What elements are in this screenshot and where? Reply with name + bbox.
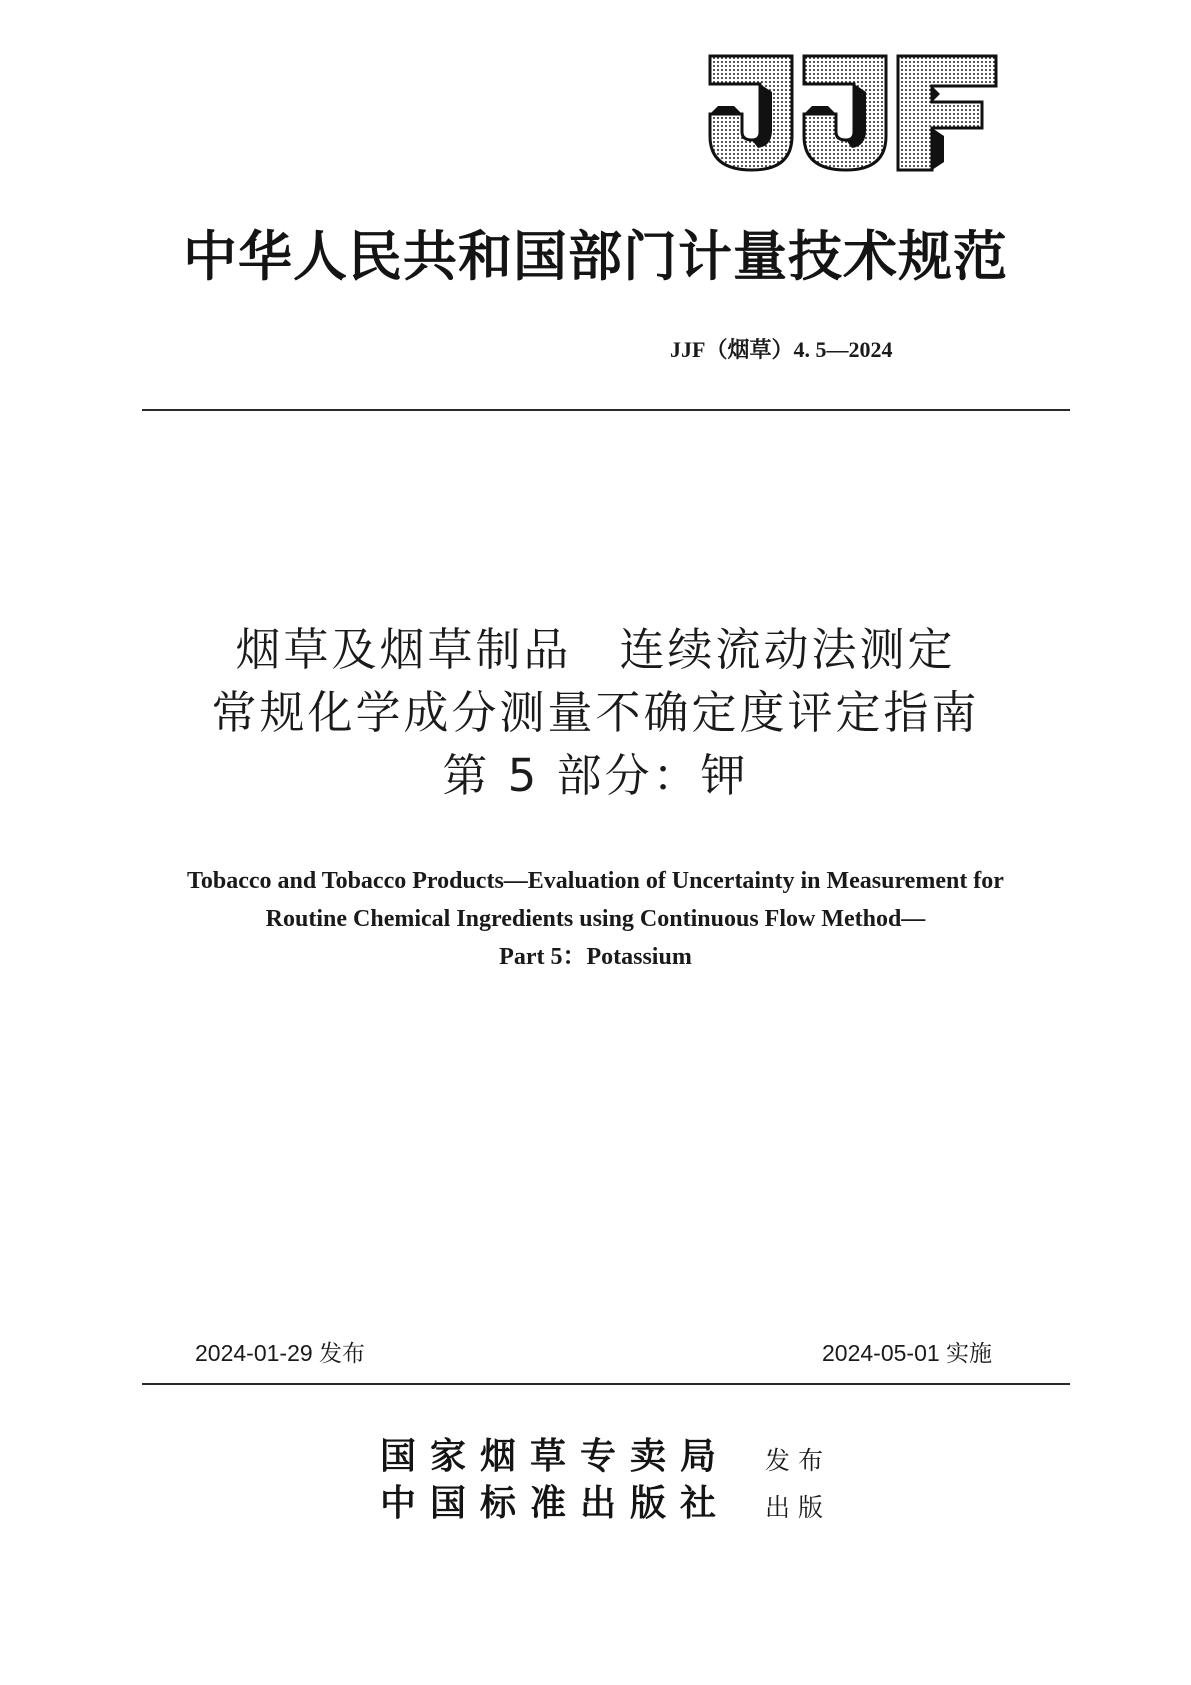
logo-letter-f bbox=[898, 56, 996, 170]
english-title-line-1: Tobacco and Tobacco Products—Evaluation of Uncertainty in Measurement for bbox=[187, 868, 1004, 894]
chinese-title-line-3: 第 5 部分：钾 bbox=[442, 749, 749, 802]
english-title-line-3: Part 5：Potassium bbox=[499, 944, 692, 970]
publisher-role: 出版 bbox=[765, 1493, 832, 1522]
logo-letter-j-1 bbox=[710, 56, 792, 170]
standard-code: JJF（烟草）4. 5—2024 bbox=[670, 337, 893, 362]
implementation-date: 2024-05-01 实施 bbox=[822, 1340, 993, 1366]
chinese-title-line-1: 烟草及烟草制品 连续流动法测定 bbox=[235, 623, 956, 676]
jjf-logo-icon bbox=[700, 52, 1010, 177]
publisher-name: 中国标准出版社 bbox=[380, 1482, 731, 1524]
top-divider bbox=[142, 409, 1070, 411]
english-title-line-2: Routine Chemical Ingredients using Continuous Flow Method— bbox=[265, 906, 926, 932]
issuing-authority-role: 发布 bbox=[765, 1446, 832, 1475]
document-series-title: 中华人民共和国部门计量技术规范 bbox=[183, 224, 1008, 288]
issue-date: 2024-01-29 发布 bbox=[195, 1340, 366, 1366]
bottom-divider bbox=[142, 1383, 1070, 1385]
chinese-title-line-2: 常规化学成分测量不确定度评定指南 bbox=[211, 686, 980, 739]
logo-letter-j-2 bbox=[804, 56, 886, 170]
jjf-logo bbox=[700, 52, 1010, 177]
issuing-authority: 国家烟草专卖局 bbox=[380, 1435, 731, 1477]
